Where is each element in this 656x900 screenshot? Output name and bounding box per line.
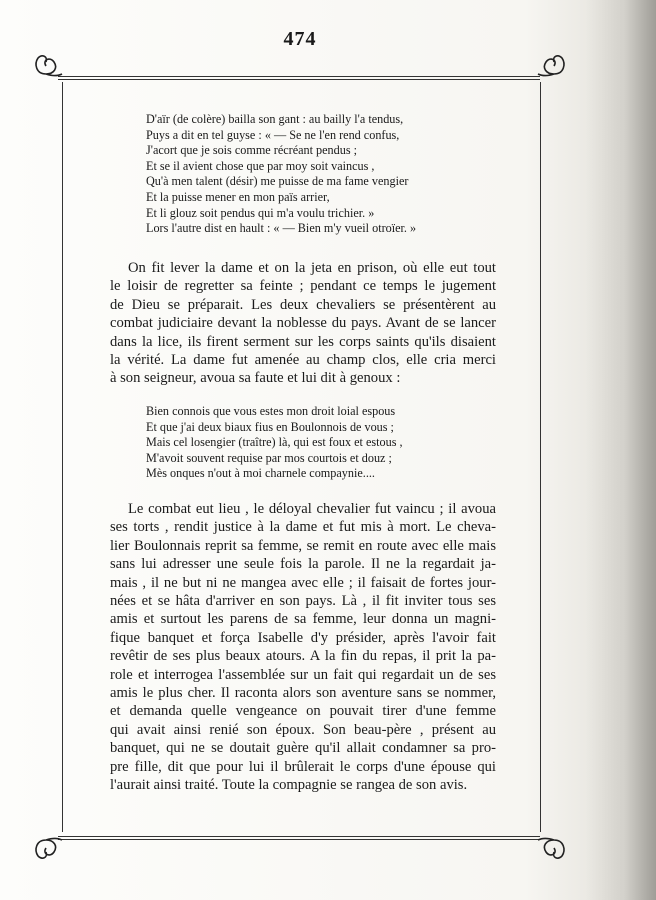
corner-ornament-icon (32, 50, 64, 82)
paragraph-line: role et interrogea l'assemblée sur un fait qui regardait un de ses (110, 666, 496, 683)
frame-border-right (540, 82, 541, 832)
verse-line: Mès onques n'out à moi charnele compaynie.... (146, 466, 375, 481)
paragraph-line: On fit lever la dame et on la jeta en prison, où elle eut tout (128, 260, 496, 276)
corner-ornament-icon (536, 832, 568, 864)
paragraph-line: qui avait ainsi renié son époux. Son beau-père , présent au (110, 721, 496, 738)
paragraph-line: et demanda quelle vengeance on pouvait tirer d'une femme (110, 703, 496, 720)
paragraph-line: sans lui adresser une seule fois la parole. Il ne la regardait ja- (110, 556, 496, 573)
paragraph-line: banquet, qui ne se doutait guère qu'il allait condamner sa pro- (110, 740, 496, 757)
paragraph-line: mais , il ne but ni ne mangea avec elle ; il faisait de fortes jour- (110, 574, 496, 591)
paragraph-line: pre fille, dit que pour lui il brûlerait le corps d'une épouse qui (110, 758, 496, 775)
paragraph-line: nées et se hâta d'arriver en son pays. Là , il fit inviter tous ses (110, 593, 496, 610)
verse-block-2 (146, 404, 403, 482)
verse-line: Lors l'autre dist en hault : « — Bien m'y vueil otroïer. » (146, 221, 417, 236)
paragraph-line: la vérité. La dame fut amenée au champ clos, elle cria merci (110, 352, 496, 369)
verse-block-1 (146, 112, 416, 237)
paragraph-line: à son seigneur, avoua sa faute et lui dit à genoux : (110, 370, 401, 387)
paragraph-line: le loisir de regretter sa feinte ; pendant ce temps le jugement (110, 278, 496, 295)
verse-line: Puys a dit en tel guyse : « — Se ne l'en rend confus, (146, 127, 400, 142)
paragraph-line: fique banquet et força Isabelle d'y présider, après l'avoir fait (110, 629, 496, 646)
paragraph-line: ses torts , rendit justice à la dame et fut mis à mort. Le cheva- (110, 519, 496, 536)
paragraph-line: dans la lice, ils firent serment sur les corps saints qu'ils disaient (110, 333, 496, 350)
verse-line: D'aïr (de colère) bailla son gant : au bailly l'a tendus, (146, 112, 404, 126)
verse-line: Et que j'ai deux biaux fius en Boulonnois de vous ; (146, 419, 394, 434)
frame-border-bottom (58, 836, 540, 840)
verse-line: Mais cel losengier (traître) là, qui est foux et estous , (146, 435, 403, 450)
paragraph-line: Le combat eut lieu , le déloyal chevalier fut vaincu ; il avoua (128, 501, 496, 517)
paragraph-line: amis le plus cher. Il raconta alors son aventure sans se nommer, (110, 685, 496, 702)
frame-border-left (62, 82, 63, 832)
paragraph-line: l'aurait ainsi traité. Toute la compagnie se rangea de son avis. (110, 777, 468, 794)
paragraph-line: amis et surtout les parens de sa femme, leur donna un magni- (110, 611, 496, 628)
verse-line: Et li glouz soit pendus qui m'a voulu trichier. » (146, 205, 375, 220)
page-number: 474 (283, 28, 317, 50)
paragraph-2 (110, 500, 496, 795)
verse-line: Et la puisse mener en mon païs arrier, (146, 189, 330, 204)
verse-line: M'avoit souvent requise par mos courtois et douz ; (146, 450, 392, 465)
paragraph-line: revêtir de ses plus beaux atours. A la fin du repas, il prit la pa- (110, 648, 496, 665)
corner-ornament-icon (536, 50, 568, 82)
verse-line: Et se il avient chose que par moy soit vaincus , (146, 158, 375, 173)
paragraph-line: de Dieu se préparait. Les deux chevaliers se présentèrent au (110, 296, 496, 313)
verse-line: J'acort que je sois comme récréant pendus ; (146, 143, 358, 158)
paragraph-line: combat judiciaire devant la noblesse du pays. Avant de se lancer (110, 315, 496, 332)
corner-ornament-icon (32, 832, 64, 864)
verse-line: Bien connois que vous estes mon droit loial espous (146, 404, 396, 418)
verse-line: Qu'à men talent (désir) me puisse de ma fame vengier (146, 174, 409, 189)
page-edge-shadow (586, 0, 656, 900)
frame-border-top (58, 76, 540, 80)
paragraph-line: lier Boulonnais reprit sa femme, se remit en route avec elle mais (110, 537, 496, 554)
paragraph-1 (110, 259, 496, 388)
